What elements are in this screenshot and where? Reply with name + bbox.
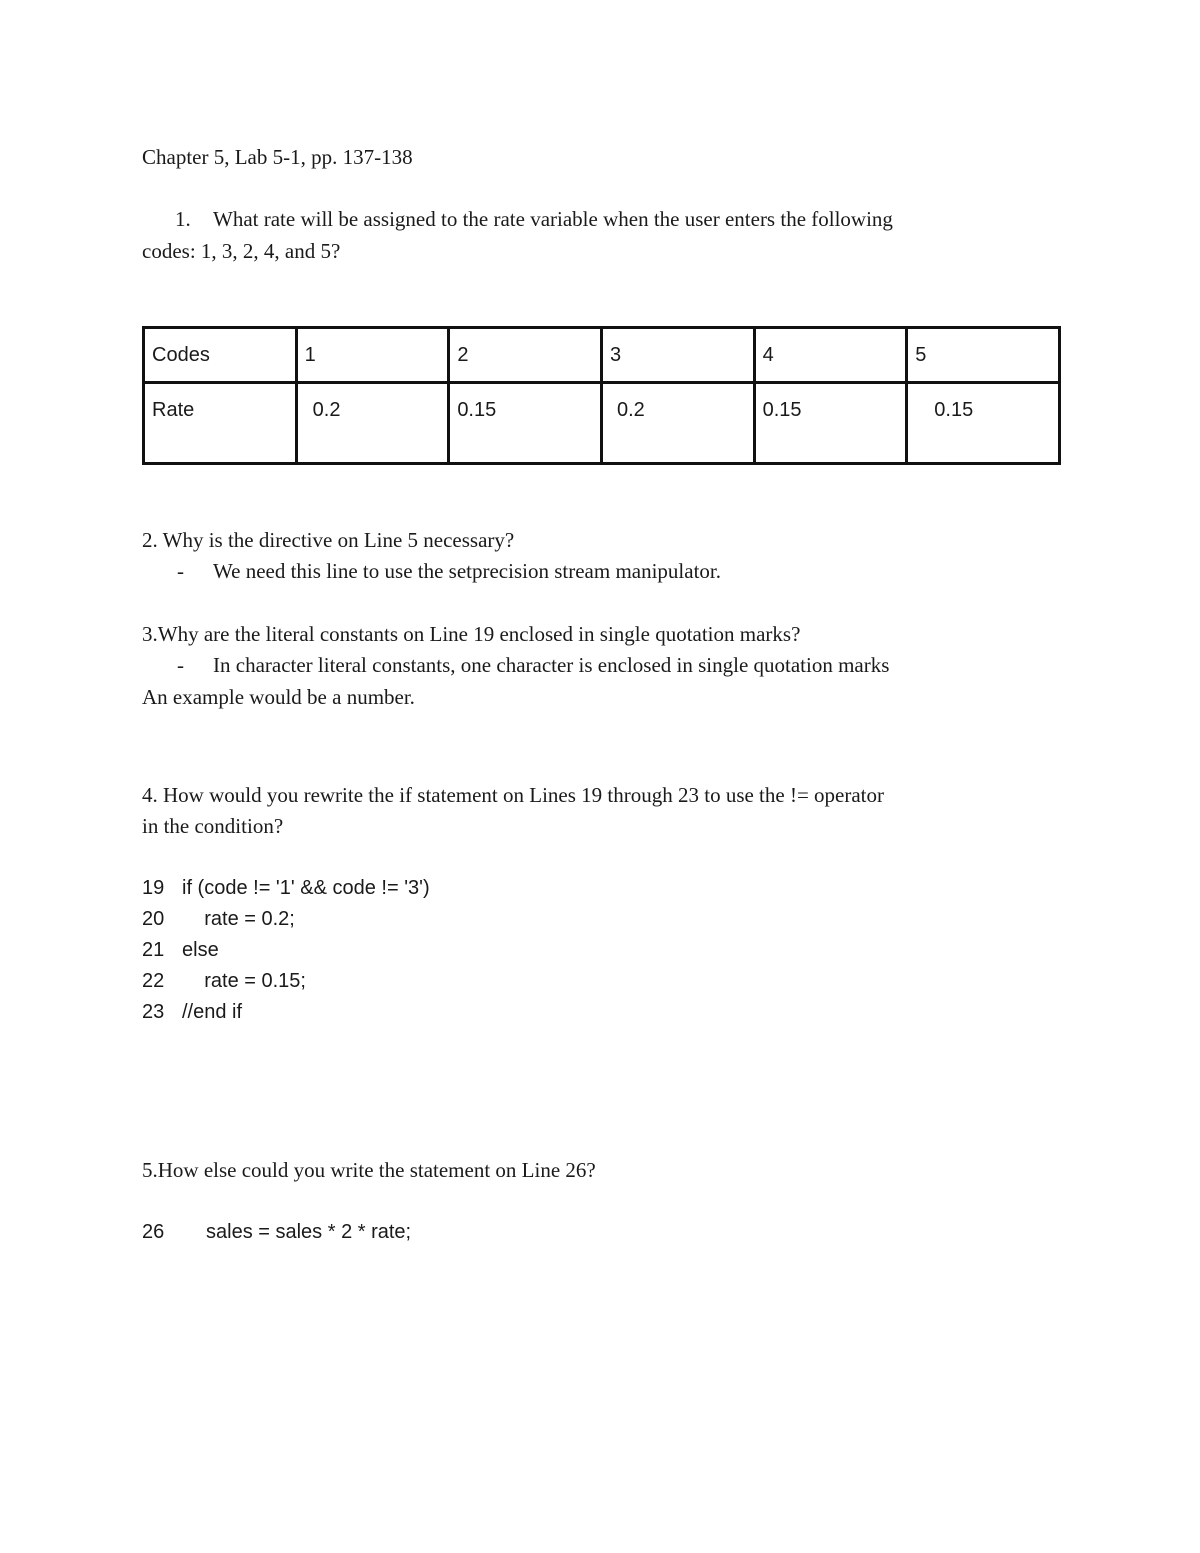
line-number: 19 <box>142 877 165 899</box>
line-number: 21 <box>142 939 165 961</box>
code-text: sales = sales * 2 * rate; <box>206 1221 412 1243</box>
table-cell: 0.15 <box>907 383 1060 464</box>
code-text: rate = 0.15; <box>182 970 306 992</box>
code-line <box>142 1222 411 1242</box>
table-cell: 2 <box>449 328 602 383</box>
answer-3: In character literal constants, one character is enclosed in single quotation marks <box>213 653 890 677</box>
code-text: //end if <box>182 1001 243 1023</box>
table-cell: 4 <box>754 328 907 383</box>
question-4-line-2: in the condition? <box>142 814 284 838</box>
table-cell: 5 <box>907 328 1060 383</box>
code-line <box>142 1002 242 1022</box>
table-cell: Rate <box>144 383 297 464</box>
code-line <box>142 971 306 991</box>
question-1-line-1: What rate will be assigned to the rate variable when the user enters the following <box>213 207 893 231</box>
code-text: if (code != '1' && code != '3') <box>182 877 430 899</box>
line-number: 22 <box>142 970 165 992</box>
code-text: rate = 0.2; <box>182 908 295 930</box>
code-text: else <box>182 939 219 961</box>
table-cell: 0.2 <box>601 383 754 464</box>
code-line <box>142 878 430 898</box>
code-line <box>142 909 295 929</box>
chapter-heading: Chapter 5, Lab 5-1, pp. 137-138 <box>142 145 413 169</box>
bullet-dash: - <box>177 653 184 677</box>
answer-3-continued: An example would be a number. <box>142 685 415 709</box>
question-1-number: 1. <box>175 207 191 231</box>
table-row-rate <box>144 383 1060 464</box>
answer-2: We need this line to use the setprecision stream manipulator. <box>213 559 722 583</box>
line-number: 20 <box>142 908 165 930</box>
question-4-line-1: 4. How would you rewrite the if statement on Lines 19 through 23 to use the != operator <box>142 783 885 807</box>
table-cell: 0.2 <box>296 383 449 464</box>
table-cell: 1 <box>296 328 449 383</box>
bullet-dash: - <box>177 559 184 583</box>
table-cell: 0.15 <box>754 383 907 464</box>
code-line <box>142 940 219 960</box>
table-cell: 0.15 <box>449 383 602 464</box>
table-cell: Codes <box>144 328 297 383</box>
table-cell: 3 <box>601 328 754 383</box>
line-number: 26 <box>142 1221 165 1243</box>
question-5: 5.How else could you write the statement on Line 26? <box>142 1158 596 1182</box>
table-row-codes <box>144 328 1060 383</box>
question-1-line-2: codes: 1, 3, 2, 4, and 5? <box>142 239 341 263</box>
codes-rate-table <box>142 326 1061 465</box>
line-number: 23 <box>142 1001 165 1023</box>
question-3: 3.Why are the literal constants on Line 19 enclosed in single quotation marks? <box>142 622 801 646</box>
question-2: 2. Why is the directive on Line 5 necessary? <box>142 528 515 552</box>
